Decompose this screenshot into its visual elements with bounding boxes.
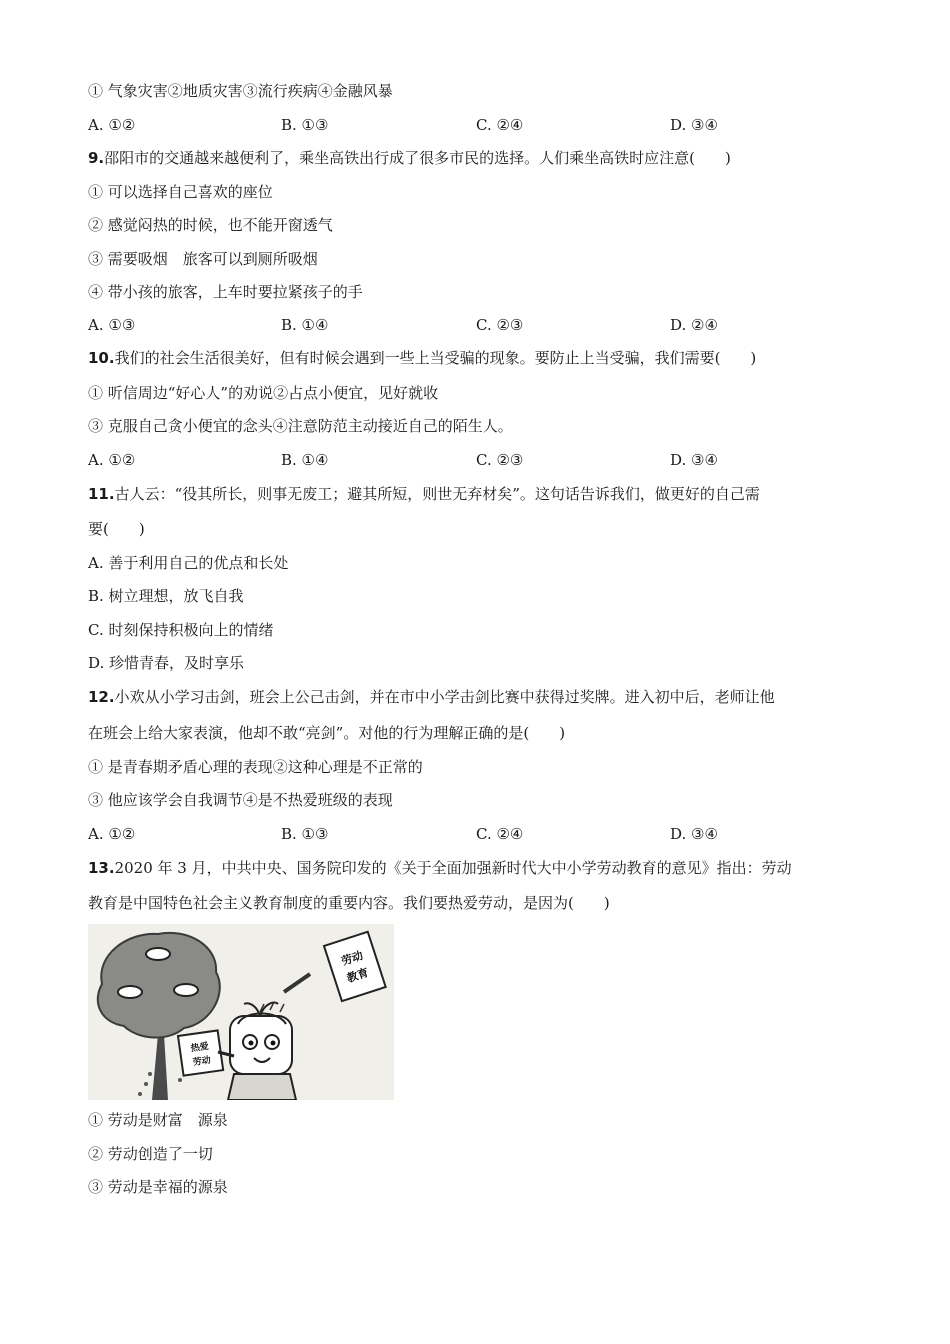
q10-stem bbox=[88, 347, 756, 369]
q11-stem-text: 古人云：“役其所长，则事无废工；避其所短，则世无弃材矣”。这句话告诉我们，做更好的自己需 bbox=[114, 485, 760, 503]
q12-option-c: C. ②④ bbox=[476, 825, 524, 843]
q8-option-d: D. ③④ bbox=[670, 116, 718, 134]
q12-item-1: ① 是青春期矛盾心理的表现②这种心理是不正常的 bbox=[88, 758, 423, 776]
q9-option-d: D. ②④ bbox=[670, 316, 718, 334]
book-right-label-line1: 劳动 bbox=[339, 948, 365, 968]
labor-education-illustration bbox=[88, 924, 394, 1100]
q9-item-2: ② 感觉闷热的时候，也不能开窗透气 bbox=[88, 216, 333, 234]
q9-option-b: B. ①④ bbox=[281, 316, 329, 334]
q9-item-1: ① 可以选择自己喜欢的座位 bbox=[88, 183, 273, 201]
q12-stem-line2: 在班会上给大家表演，他却不敢“亮剑”。对他的行为理解正确的是( ) bbox=[88, 724, 566, 742]
q12-option-a: A. ①② bbox=[88, 825, 136, 843]
q13-stem-line1 bbox=[88, 857, 792, 879]
q11-number: 11. bbox=[88, 485, 115, 503]
q11-choice-a: A. 善于利用自己的优点和长处 bbox=[88, 554, 289, 572]
q10-stem-text: 我们的社会生活很美好，但有时候会遇到一些上当受骗的现象。要防止上当受骗，我们需要( ) bbox=[114, 349, 757, 367]
q10-option-d: D. ③④ bbox=[670, 451, 718, 469]
book-right-label-line2: 教育 bbox=[345, 965, 371, 986]
q13-stem-text: 2020 年 3 月，中共中央、国务院印发的《关于全面加强新时代大中小学劳动教育的意见》指出：劳动 bbox=[114, 859, 792, 877]
q9-item-3: ③ 需要吸烟 旅客可以到厕所吸烟 bbox=[88, 250, 318, 268]
q13-item-3: ③ 劳动是幸福的源泉 bbox=[88, 1178, 228, 1196]
q10-options bbox=[88, 449, 788, 471]
q12-options bbox=[88, 823, 788, 845]
q11-choice-b: B. 树立理想，放飞自我 bbox=[88, 587, 244, 605]
q9-item-4: ④ 带小孩的旅客，上车时要拉紧孩子的手 bbox=[88, 283, 363, 301]
q12-option-b: B. ①③ bbox=[281, 825, 329, 843]
q13-number: 13. bbox=[88, 859, 115, 877]
q9-number: 9. bbox=[88, 149, 105, 167]
book-left-label-line2: 劳动 bbox=[192, 1055, 212, 1069]
q10-item-1: ① 听信周边“好心人”的劝说②占点小便宜，见好就收 bbox=[88, 384, 439, 402]
q11-choice-c: C. 时刻保持积极向上的情绪 bbox=[88, 621, 274, 639]
q11-choice-d: D. 珍惜青春，及时享乐 bbox=[88, 654, 245, 672]
q10-option-a: A. ①② bbox=[88, 451, 136, 469]
q8-option-a: A. ①② bbox=[88, 116, 136, 134]
q8-options bbox=[88, 114, 788, 136]
q10-option-c: C. ②③ bbox=[476, 451, 524, 469]
q10-option-b: B. ①④ bbox=[281, 451, 329, 469]
q10-number: 10. bbox=[88, 349, 115, 367]
q9-options bbox=[88, 314, 788, 336]
q8-option-b: B. ①③ bbox=[281, 116, 329, 134]
q12-item-2: ③ 他应该学会自我调节④是不热爱班级的表现 bbox=[88, 791, 393, 809]
q11-stem-line2: 要( ) bbox=[88, 520, 145, 538]
book-left-label-line1: 热爱 bbox=[190, 1041, 210, 1055]
q11-stem-line1 bbox=[88, 483, 760, 505]
q13-item-1: ① 劳动是财富 源泉 bbox=[88, 1111, 228, 1129]
q13-stem-line2: 教育是中国特色社会主义教育制度的重要内容。我们要热爱劳动，是因为( ) bbox=[88, 894, 610, 912]
q12-stem-line1 bbox=[88, 686, 775, 708]
q8-option-c: C. ②④ bbox=[476, 116, 524, 134]
q13-item-2: ② 劳动创造了一切 bbox=[88, 1145, 213, 1163]
q12-number: 12. bbox=[88, 688, 115, 706]
q8-items: ① 气象灾害②地质灾害③流行疾病④金融风暴 bbox=[88, 82, 393, 100]
q9-option-c: C. ②③ bbox=[476, 316, 524, 334]
q9-option-a: A. ①③ bbox=[88, 316, 136, 334]
q9-stem-text: 邵阳市的交通越来越便利了，乘坐高铁出行成了很多市民的选择。人们乘坐高铁时应注意( ) bbox=[104, 149, 731, 167]
q10-item-2: ③ 克服自己贪小便宜的念头④注意防范主动接近自己的陌生人。 bbox=[88, 417, 513, 435]
q12-option-d: D. ③④ bbox=[670, 825, 718, 843]
q9-stem bbox=[88, 147, 731, 169]
q12-stem-text: 小欢从小学习击剑，班会上公己击剑，并在市中小学击剑比赛中获得过奖牌。进入初中后，老师让他 bbox=[114, 688, 775, 706]
